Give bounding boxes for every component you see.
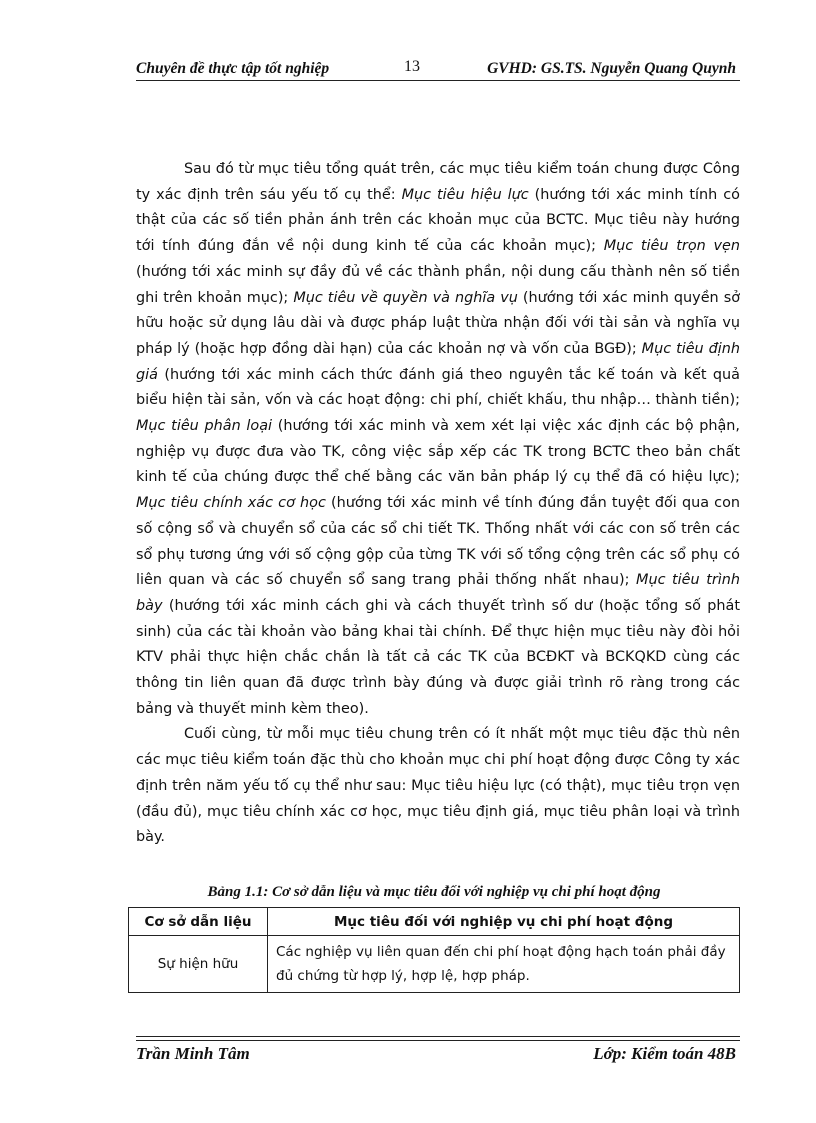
text-run: (hướng tới xác minh về tính đúng đắn tuyệt đối qua con số cộng sổ và chuyển sổ của các sổ chi tiết TK. Thống nhất với các con số trên các sổ phụ tương ứng với số cộng gộp của từng TK với số tổng cộng trên các sổ phụ có liên quan và các số chuyển sổ sang trang phải thống nhất nhau);	[136, 495, 741, 589]
footer-rule	[136, 1036, 740, 1037]
table-row	[129, 936, 740, 993]
table-header-row	[129, 908, 740, 936]
text-run: (hướng tới xác minh sự đầy đủ về các thành phần, nội dung cấu thành nên số tiền ghi trên khoản mục);	[136, 263, 740, 306]
text-run: (hướng tới xác minh cách ghi và cách thuyết trình số dư (hoặc tổng số phát sinh) của các tài khoản vào bảng khai tài chính. Để thực hiện mục tiêu này đòi hỏi KTV phải thực hiện chắc chắn là tất cả các TK của BCĐKT và BCKQKD cùng các thông tin liên quan đã được trình bày đúng và được giải trình rõ ràng trong các bảng và thuyết minh kèm theo).	[136, 597, 740, 717]
footer-rule	[136, 1040, 740, 1041]
paragraph-specific-objectives: Cuối cùng, từ mỗi mục tiêu chung trên có ít nhất một mục tiêu đặc thù nên các mục tiêu kiểm toán đặc thù cho khoản mục chi phí hoạt động được Công ty xác định trên năm yếu tố cụ thể như sau: Mục tiêu hiệu lực (có thật), mục tiêu trọn vẹn (đầu đủ), mục tiêu chính xác cơ học, mục tiêu định giá, mục tiêu phân loại và trình bày.	[136, 726, 740, 846]
term-valuation: Mục tiêu định giá	[136, 340, 740, 383]
text-run: (hướng tới xác minh quyền sở hữu hoặc sử dụng lâu dài và được pháp luật thừa nhận đối với tài sản và nghĩa vụ pháp lý (hoặc hợp đồng dài hạn) của các khoản nợ và vốn của BGĐ);	[136, 289, 741, 357]
header-report-title: Chuyên đề thực tập tốt nghiệp	[136, 60, 330, 77]
page-header	[136, 58, 740, 80]
assertions-table	[128, 907, 740, 993]
paragraph-objectives	[136, 157, 740, 722]
header-supervisor: GVHD: GS.TS. Nguyễn Quang Quynh	[487, 60, 736, 77]
footer-class: Lớp: Kiểm toán 48B	[593, 1044, 736, 1063]
page-number: 13	[404, 58, 420, 75]
cell-basis: Sự hiện hữu	[129, 936, 268, 993]
term-mechanical-accuracy: Mục tiêu chính xác cơ học	[136, 495, 326, 512]
footer-author: Trần Minh Tâm	[136, 1044, 250, 1063]
text-run: (hướng tới xác minh tính có thật của các số tiền phản ánh trên các khoản mục của BCTC. Mục tiêu này hướng tới tính đúng đắn về nội dung kinh tế của các khoản mục);	[136, 186, 740, 255]
column-header-basis: Cơ sở dẫn liệu	[129, 908, 268, 936]
term-completeness: Mục tiêu trọn vẹn	[603, 238, 740, 255]
term-rights-obligations: Mục tiêu về quyền và nghĩa vụ	[293, 289, 518, 306]
term-validity: Mục tiêu hiệu lực	[401, 186, 529, 203]
header-rule	[136, 80, 740, 81]
term-presentation: Mục tiêu trình bày	[136, 572, 740, 614]
text-run: Sau đó từ mục tiêu tổng quát trên, các mục tiêu kiểm toán chung được Công ty xác định trên sáu yếu tố cụ thể:	[136, 161, 740, 203]
column-header-objective: Mục tiêu đối với nghiệp vụ chi phí hoạt động	[268, 908, 740, 936]
term-classification: Mục tiêu phân loại	[136, 418, 273, 435]
table-caption: Bảng 1.1: Cơ sở dẫn liệu và mục tiêu đối với nghiệp vụ chi phí hoạt động	[207, 884, 661, 900]
text-run: (hướng tới xác minh và xem xét lại việc xác định các bộ phận, nghiệp vụ được đưa vào TK, công việc sắp xếp các TK trong BCTC theo bản chất kinh tế của chúng được thể chế bằng các văn bản pháp lý cụ thể đã có hiệu lực);	[136, 418, 740, 486]
cell-objective: Các nghiệp vụ liên quan đến chi phí hoạt động hạch toán phải đầy đủ chứng từ hợp lý, hợp lệ, hợp pháp.	[268, 936, 740, 993]
body-text	[136, 157, 740, 851]
text-run: (hướng tới xác minh cách thức đánh giá theo nguyên tắc kế toán và kết quả biểu hiện tài sản, vốn và các hoạt động: chi phí, chiết khấu, thu nhập… thành tiền);	[136, 366, 740, 409]
